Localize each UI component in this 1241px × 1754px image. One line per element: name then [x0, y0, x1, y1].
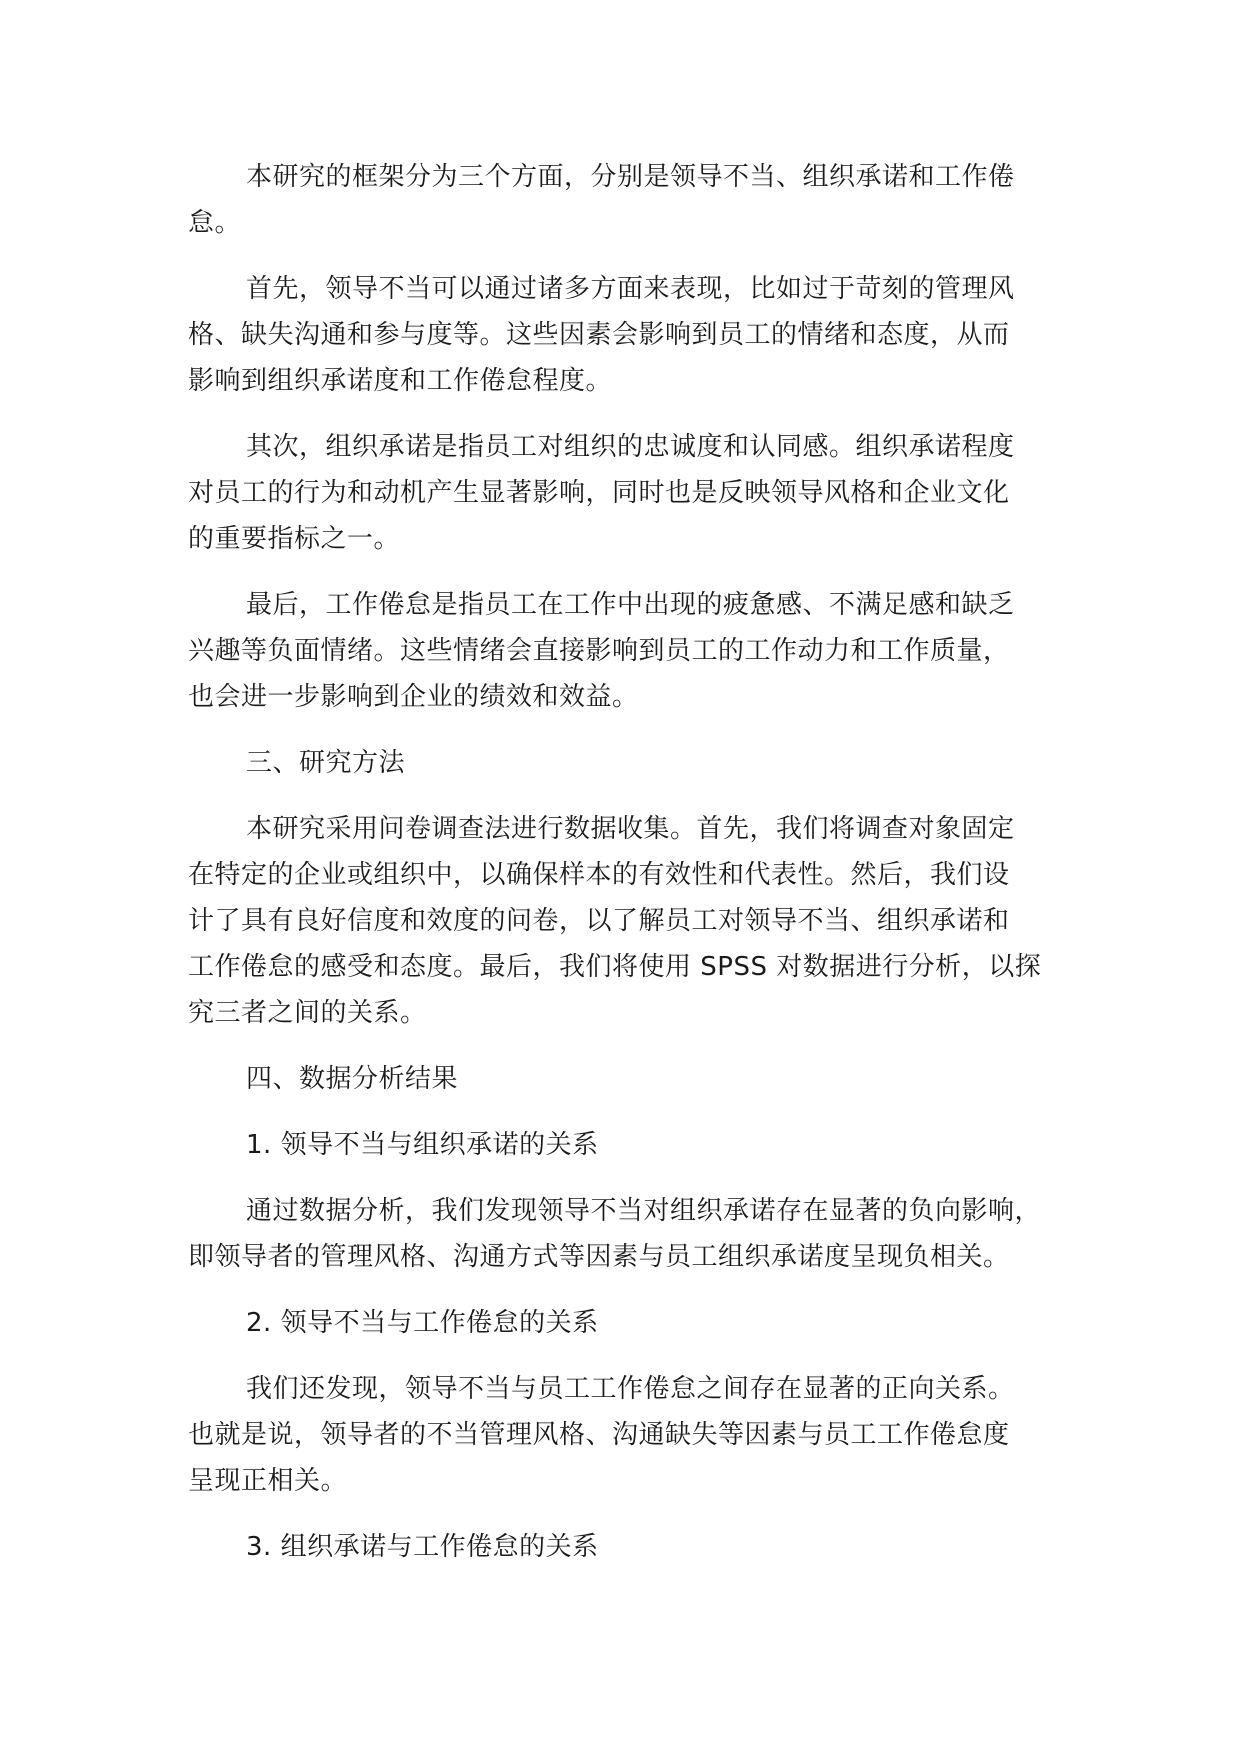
paragraph-line: 怠。	[188, 208, 242, 238]
paragraph-line: 究三者之间的关系。	[188, 998, 427, 1028]
paragraph-line: 呈现正相关。	[188, 1466, 348, 1496]
paragraph-line: 我们还发现，领导不当与员工工作倦怠之间存在显著的正向关系。	[246, 1374, 1015, 1404]
paragraph-line: 兴趣等负面情绪。这些情绪会直接影响到员工的工作动力和工作质量，	[188, 636, 1010, 666]
paragraph-burnout	[188, 582, 1068, 720]
paragraph-line: 计了具有良好信度和效度的问卷，以了解员工对领导不当、组织承诺和	[188, 906, 1010, 936]
paragraph-line: 其次，组织承诺是指员工对组织的忠诚度和认同感。组织承诺程度	[246, 432, 1015, 462]
subheading-leadership-commitment: 1. 领导不当与组织承诺的关系	[246, 1130, 599, 1160]
paragraph-line: 的重要指标之一。	[188, 524, 401, 554]
paragraph-line: 工作倦怠的感受和态度。最后，我们将使用 SPSS 对数据进行分析，以探	[188, 952, 1042, 982]
paragraph-line: 本研究采用问卷调查法进行数据收集。首先，我们将调查对象固定	[246, 814, 1015, 844]
paragraph-line: 格、缺失沟通和参与度等。这些因素会影响到员工的情绪和态度，从而	[188, 320, 1010, 350]
paragraph-line: 最后，工作倦怠是指员工在工作中出现的疲惫感、不满足感和缺乏	[246, 590, 1015, 620]
subheading-commitment-burnout: 3. 组织承诺与工作倦怠的关系	[246, 1532, 599, 1562]
paragraph-line: 对员工的行为和动机产生显著影响，同时也是反映领导风格和企业文化	[188, 478, 1010, 508]
document-body	[188, 154, 1068, 1590]
paragraph-line: 也会进一步影响到企业的绩效和效益。	[188, 682, 639, 712]
paragraph-line: 影响到组织承诺度和工作倦怠程度。	[188, 366, 613, 396]
section-heading-results: 四、数据分析结果	[246, 1064, 459, 1094]
paragraph-line: 即领导者的管理风格、沟通方式等因素与员工组织承诺度呈现负相关。	[188, 1242, 1010, 1272]
subheading-leadership-burnout: 2. 领导不当与工作倦怠的关系	[246, 1308, 599, 1338]
paragraph-line: 在特定的企业或组织中，以确保样本的有效性和代表性。然后，我们设	[188, 860, 1010, 890]
paragraph-line: 通过数据分析，我们发现领导不当对组织承诺存在显著的负向影响，	[246, 1196, 1042, 1226]
paragraph-result-2	[188, 1366, 1068, 1504]
paragraph-result-1	[188, 1188, 1068, 1280]
paragraph-line: 也就是说，领导者的不当管理风格、沟通缺失等因素与员工工作倦怠度	[188, 1420, 1010, 1450]
section-heading-methods: 三、研究方法	[246, 748, 406, 778]
paragraph-methods	[188, 806, 1068, 1036]
paragraph-line: 首先，领导不当可以通过诸多方面来表现，比如过于苛刻的管理风	[246, 274, 1015, 304]
paragraph-line: 本研究的框架分为三个方面，分别是领导不当、组织承诺和工作倦	[246, 162, 1015, 192]
paragraph-framework	[188, 154, 1068, 246]
paragraph-commitment	[188, 424, 1068, 562]
paragraph-leadership	[188, 266, 1068, 404]
